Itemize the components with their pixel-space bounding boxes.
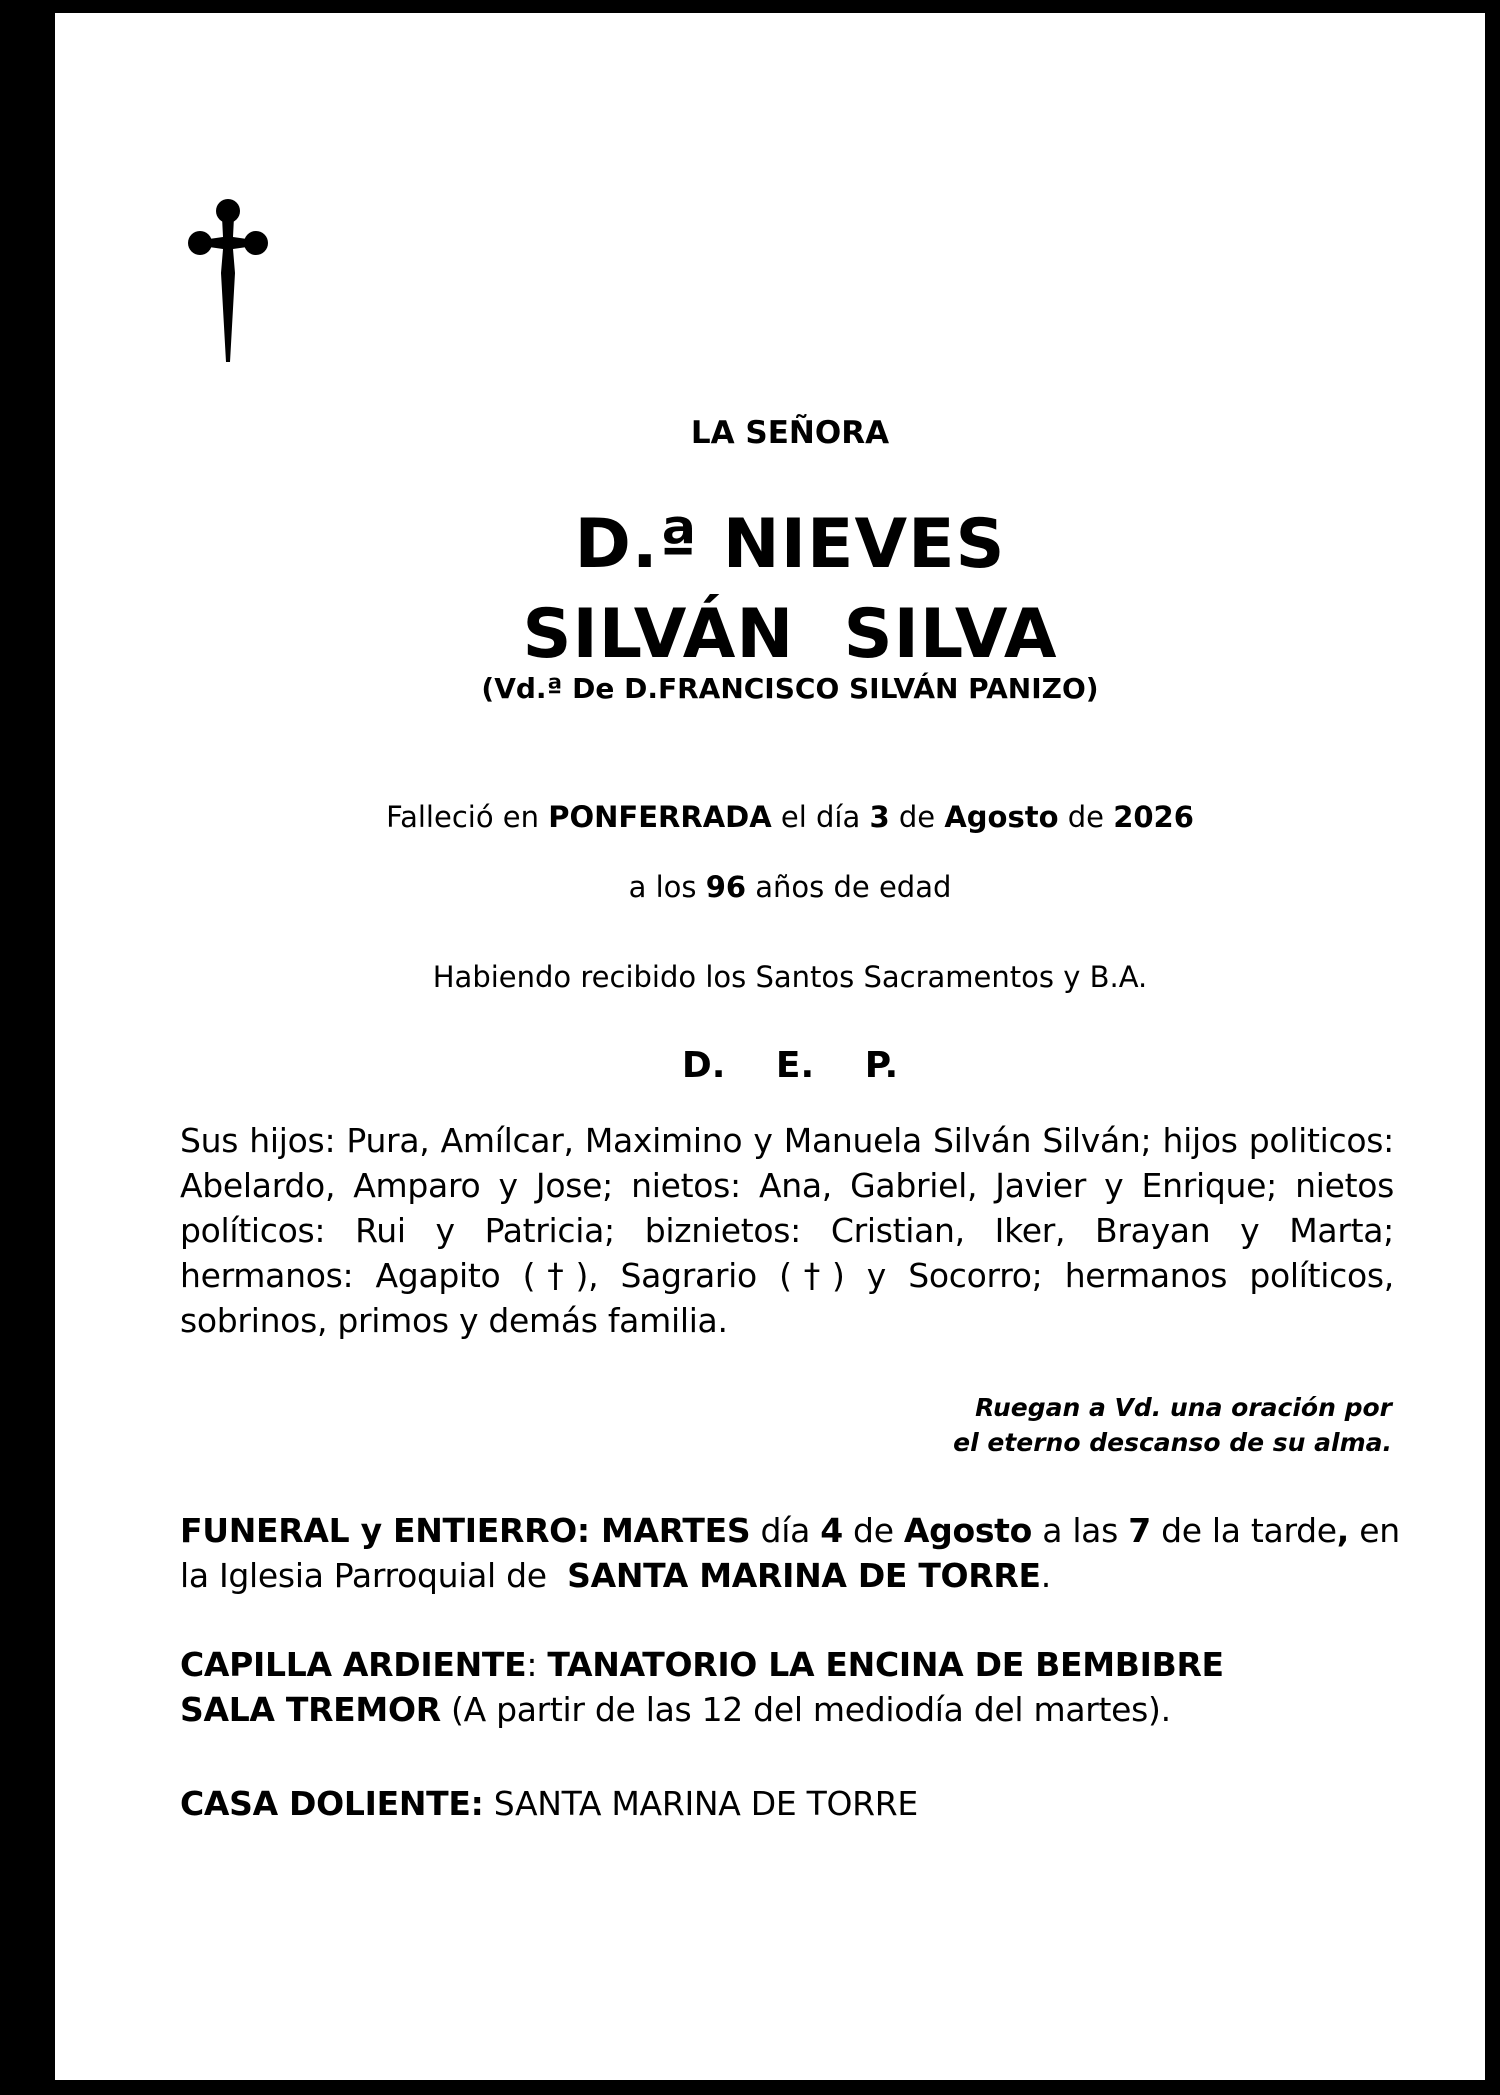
age-value: 96 (705, 870, 747, 904)
prayer-line2: el eterno descanso de su alma. (953, 1428, 1392, 1457)
funeral-comma: , (1336, 1511, 1350, 1550)
death-year: 2026 (1113, 800, 1194, 834)
casa-value: SANTA MARINA DE TORRE (483, 1784, 918, 1823)
deceased-name-line1: D.ª NIEVES (574, 505, 1006, 584)
deceased-name-line2: SILVÁN SILVA (522, 595, 1058, 674)
funeral-label: FUNERAL y ENTIERRO: MARTES (180, 1511, 751, 1550)
family-paragraph: Sus hijos: Pura, Amílcar, Maximino y Manuela Silván Silván; hijos politicos: Abelardo, Amparo y Jose; nietos: Ana, Gabriel, Javier y Enrique; nietos políticos: Rui y Patricia; biznietos: Cristian, Iker, Brayan y Marta; hermanos: Agapito (†), Sagrario (†) y Socorro; hermanos políticos, sobrinos, primos y demás familia. (180, 1121, 1394, 1340)
age-prefix: a los (628, 870, 706, 904)
capilla-place: TANATORIO LA ENCINA DE BEMBIBRE (547, 1645, 1224, 1684)
death-day: 3 (869, 800, 890, 834)
funeral-t1: día (750, 1511, 821, 1550)
funeral-info (180, 1508, 1411, 1598)
death-mid2: de (889, 800, 945, 834)
death-prefix: Falleció en (386, 800, 549, 834)
widow-of: (Vd.ª De D.FRANCISCO SILVÁN PANIZO) (481, 672, 1099, 705)
death-place: PONFERRADA (548, 800, 772, 834)
cross-icon (187, 197, 269, 362)
age-suffix: años de edad (746, 870, 952, 904)
prayer-text (692, 1390, 1392, 1460)
sacraments-text: Habiendo recibido los Santos Sacramentos y B.A. (432, 960, 1148, 994)
funeral-t5: en la Iglesia Parroquial de (180, 1511, 1411, 1595)
casa-label: CASA DOLIENTE: (180, 1784, 484, 1823)
age-info (180, 870, 1400, 904)
page-title: LA SEÑORA (690, 415, 890, 451)
funeral-hour: 7 (1128, 1511, 1151, 1550)
prayer-line1: Ruegan a Vd. una oración por (975, 1393, 1392, 1422)
capilla-label: CAPILLA ARDIENTE (180, 1645, 527, 1684)
dep-text: D. E. P. (681, 1045, 899, 1086)
death-mid1: el día (771, 800, 870, 834)
death-info (180, 800, 1400, 834)
capilla-room: SALA TREMOR (180, 1690, 441, 1729)
funeral-t6: . (1040, 1556, 1051, 1595)
death-month: Agosto (944, 800, 1059, 834)
capilla-note: (A partir de las 12 del mediodía del martes). (440, 1690, 1171, 1729)
funeral-month: Agosto (903, 1511, 1033, 1550)
funeral-t2: de (842, 1511, 904, 1550)
deceased-name (180, 500, 1400, 680)
casa-doliente (180, 1781, 1400, 1826)
funeral-t3: a las (1032, 1511, 1129, 1550)
funeral-day: 4 (820, 1511, 843, 1550)
funeral-t4: de la tarde (1150, 1511, 1337, 1550)
capilla-colon: : (526, 1645, 548, 1684)
capilla-info (180, 1642, 1400, 1732)
death-mid3: de (1058, 800, 1114, 834)
funeral-church: SANTA MARINA DE TORRE (567, 1556, 1041, 1595)
